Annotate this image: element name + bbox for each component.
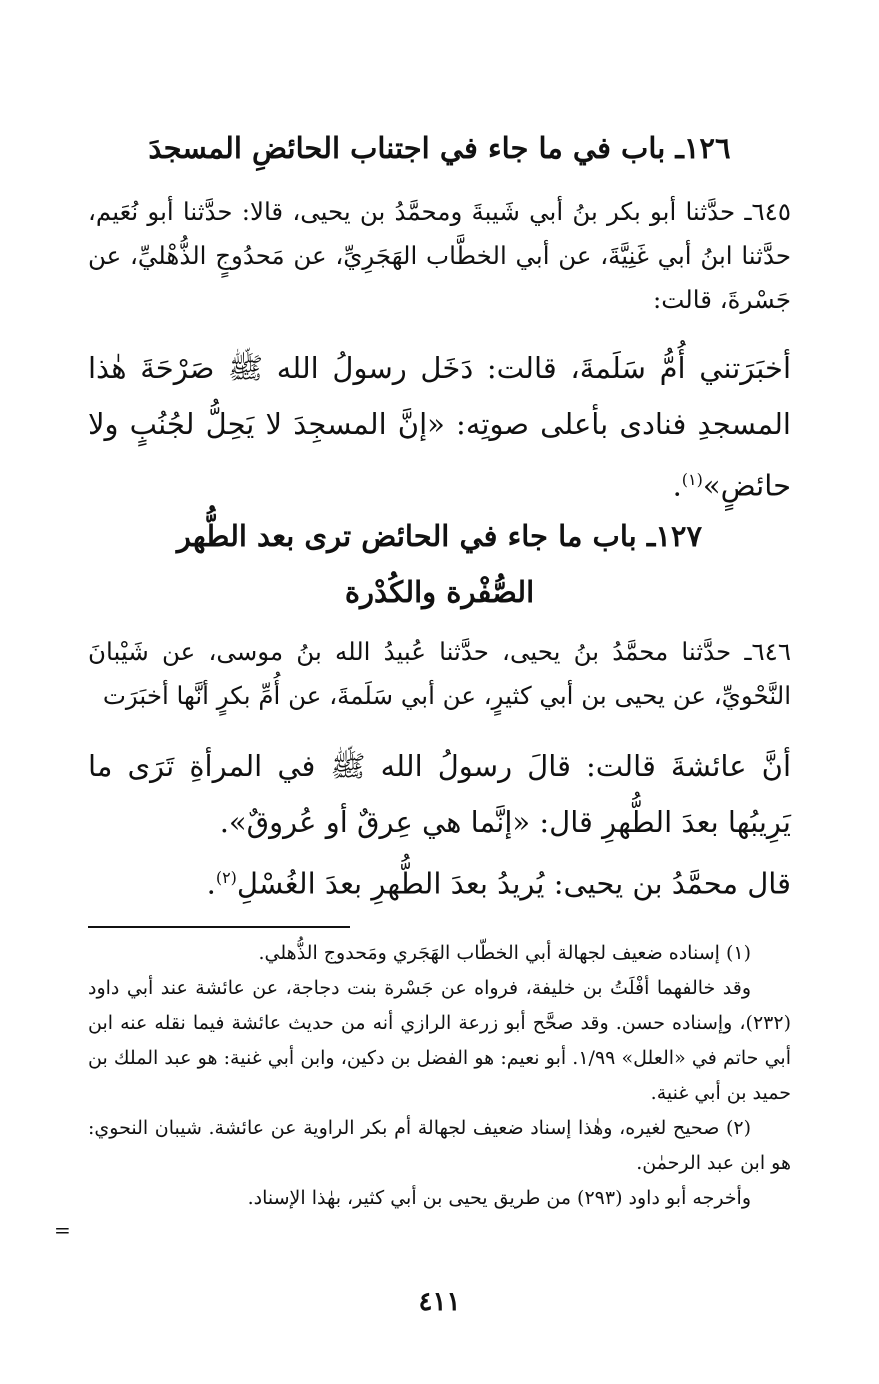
footnotes bbox=[88, 936, 791, 1216]
page-number: ٤١١ bbox=[418, 1287, 461, 1317]
continuation-mark: = bbox=[54, 1218, 71, 1242]
hadith-645-isnad: ٦٤٥ـ حدَّثنا أبو بكر بنُ أبي شَيبةَ ومحمَّدُ بن يحيى، قالا: حدَّثنا أبو نُعَيم، حدَّثنا ابنُ أبي غَنِيَّةَ، عن أبي الخطَّاب الهَجَرِيِّ، عن مَحدُوجٍ الذُّهْليِّ، عن جَسْرةَ، قالت: bbox=[88, 197, 791, 314]
footnote-1-intro: (١) إسناده ضعيف لجهالة أبي الخطّاب الهَجَري ومَحدوج الذُّهلي. bbox=[258, 942, 751, 964]
hadith-646-matn: أنَّ عائشةَ قالت: قالَ رسولُ الله ﷺ في المرأةِ تَرَى ما يَرِيبُها بعدَ الطُّهرِ قال: «إنَّما هي عِرقٌ أو عُروقٌ». bbox=[88, 749, 791, 839]
chapter-127-heading-line2: الصُّفْرة والكُدْرة bbox=[344, 575, 535, 609]
hadith-645-matn bbox=[88, 340, 791, 514]
chapter-127-heading-line1: ١٢٧ـ باب ما جاء في الحائض ترى بعد الطُّهر bbox=[176, 519, 703, 553]
footnote-ref-2: (٢) bbox=[215, 868, 237, 887]
comment-text: قال محمَّدُ بن يحيى: يُريدُ بعدَ الطُّهرِ بعدَ الغُسْلِ bbox=[236, 866, 791, 901]
comment-end-mark: . bbox=[206, 866, 216, 901]
footnote-1-body: وقد خالفهما أفْلَتُ بن خليفة، فرواه عن جَسْرة بنت دجاجة، عن عائشة عند أبي داود (٢٣٢)، وإسناده حسن. وقد صحَّح أبو زرعة الرازي أنه من حديث عائشة فيما نقله عنه ابن أبي حاتم في «العلل» ١/٩٩. أبو نعيم: هو الفضل بن دكين، وابن أبي غنية: هو عبد الملك بن حميد بن أبي غنية. bbox=[88, 977, 791, 1104]
footnote-ref-1: (١) bbox=[681, 470, 703, 489]
footnote-2-body: وأخرجه أبو داود (٢٩٣) من طريق يحيى بن أبي كثير، بهٰذا الإسناد. bbox=[247, 1187, 751, 1209]
footnote-separator bbox=[88, 926, 350, 928]
chapter-126-heading: ١٢٦ـ باب في ما جاء في اجتناب الحائضِ المسجدَ bbox=[148, 131, 731, 165]
hadith-645-end-mark: . bbox=[672, 468, 682, 503]
hadith-646-comment bbox=[88, 850, 791, 912]
hadith-645-text: أخبَرَتني أُمُّ سَلَمةَ، قالت: دَخَل رسولُ الله ﷺ صَرْحَةَ هٰذا المسجدِ فنادى بأعلى صوتِه: «إنَّ المسجِدَ لا يَحِلُّ لجُنُبٍ ولا حائضٍ» bbox=[88, 351, 791, 503]
footnote-2-intro: (٢) صحيح لغيره، وهٰذا إسناد ضعيف لجهالة أم بكر الراوية عن عائشة. شيبان النحوي: هو ابن عبد الرحمٰن. bbox=[88, 1117, 791, 1174]
hadith-646-isnad: ٦٤٦ـ حدَّثنا محمَّدُ بنُ يحيى، حدَّثنا عُبيدُ الله بنُ موسى، عن شَيْبانَ النَّحْويِّ، عن يحيى بن أبي كثيرٍ، عن أبي سَلَمةَ، عن أُمِّ بكرٍ أنَّها أخبَرَت bbox=[88, 637, 791, 710]
